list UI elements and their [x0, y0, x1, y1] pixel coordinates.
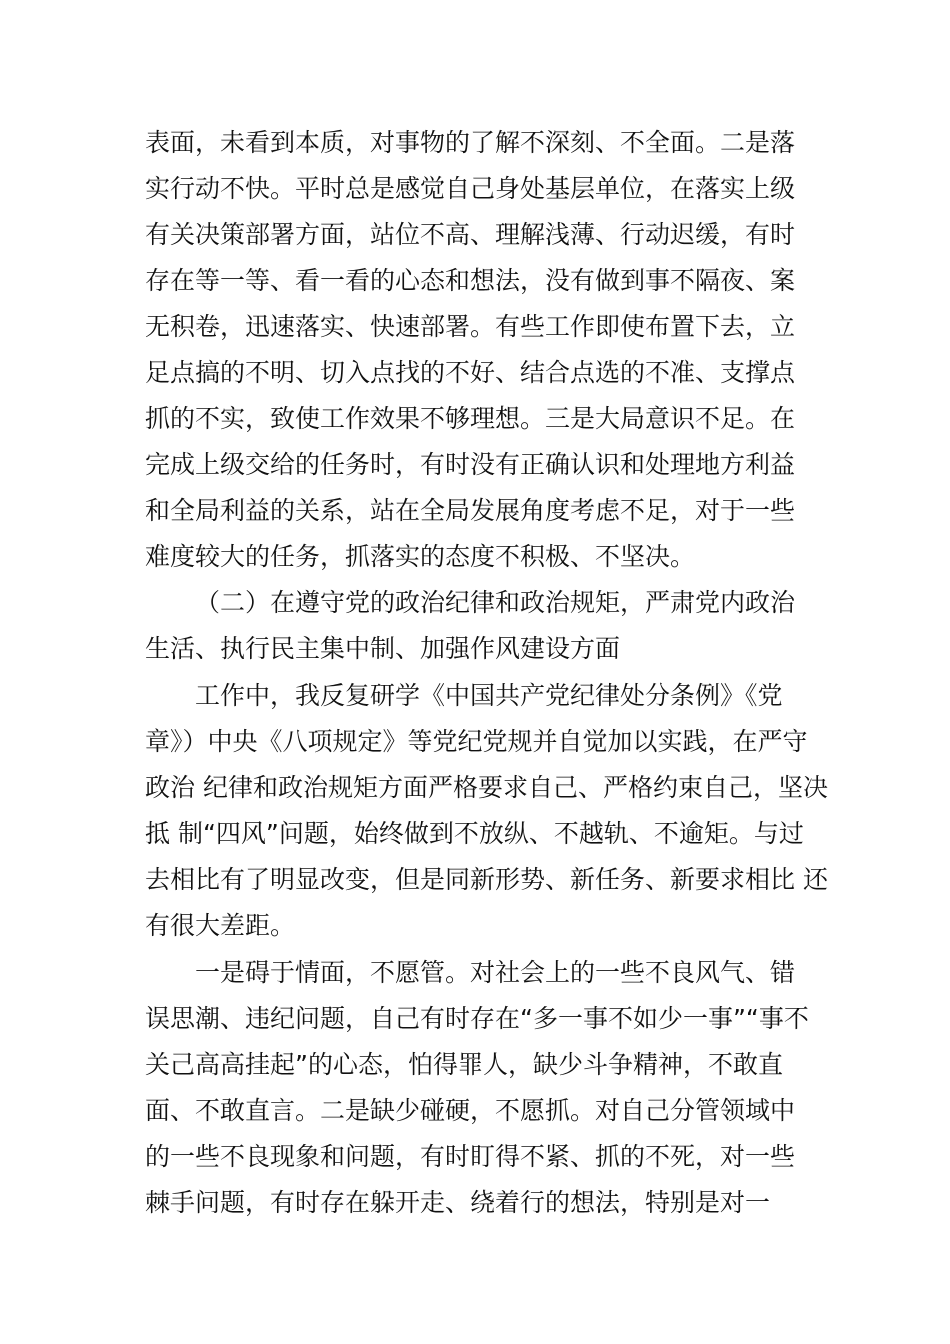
text-line: 有关决策部署方面，站位不高、理解浅薄、行动迟缓，有时: [145, 220, 796, 249]
text-line: 无积卷，迅速落实、快速部署。有些工作即使布置下去，立: [145, 312, 796, 341]
text-line: 棘手问题，有时存在躲开走、绕着行的想法，特别是对一: [145, 1188, 771, 1217]
text-line: 实行动不快。平时总是感觉自己身处基层单位，在落实上级: [145, 174, 796, 203]
paragraph-start: 一是碍于情面，不愿管。对社会上的一些不良风气、错: [195, 958, 796, 987]
text-line: 存在等一等、看一看的心态和想法，没有做到事不隔夜、案: [145, 266, 796, 295]
text-line: 足点搞的不明、切入点找的不好、结合点选的不准、支撑点: [145, 358, 796, 387]
text-line: 关己高高挂起”的心态，怕得罪人，缺少斗争精神，不敢直: [145, 1050, 783, 1079]
text-line: 抵 制“四风”问题，始终做到不放纵、不越轨、不逾矩。与过: [145, 819, 804, 848]
section-heading: （二）在遵守党的政治纪律和政治规矩，严肃党内政治: [195, 588, 796, 617]
text-line: 章》）中央《八项规定》等党纪党规并自觉加以实践，在严守: [145, 727, 808, 756]
text-line: 表面，未看到本质，对事物的了解不深刻、不全面。二是落: [145, 128, 796, 157]
paragraph-start: 工作中，我反复研学《中国共产党纪律处分条例》《党: [195, 681, 783, 710]
text-line: 有很大差距。: [145, 911, 296, 940]
text-line: 的一些不良现象和问题，有时盯得不紧、抓的不死，对一些: [145, 1142, 796, 1171]
text-line: 误思潮、违纪问题，自己有时存在“多一事不如少一事”“事不: [145, 1004, 809, 1033]
text-line: 面、不敢直言。二是缺少碰硬，不愿抓。对自己分管领域中: [145, 1096, 796, 1125]
text-line: 和全局利益的关系，站在全局发展角度考虑不足，对于一些: [145, 496, 796, 525]
body-text: [145, 120, 835, 1226]
text-line: 去相比有了明显改变，但是同新形势、新任务、新要求相比 还: [145, 865, 828, 894]
text-line: 难度较大的任务，抓落实的态度不积极、不坚决。: [145, 542, 696, 571]
text-line: 抓的不实，致使工作效果不够理想。三是大局意识不足。在: [145, 404, 796, 433]
text-line: 完成上级交给的任务时，有时没有正确认识和处理地方利益: [145, 450, 796, 479]
section-heading-continued: 生活、执行民主集中制、加强作风建设方面: [145, 634, 621, 663]
text-line: 政治 纪律和政治规矩方面严格要求自己、严格约束自己，坚决: [145, 773, 828, 802]
